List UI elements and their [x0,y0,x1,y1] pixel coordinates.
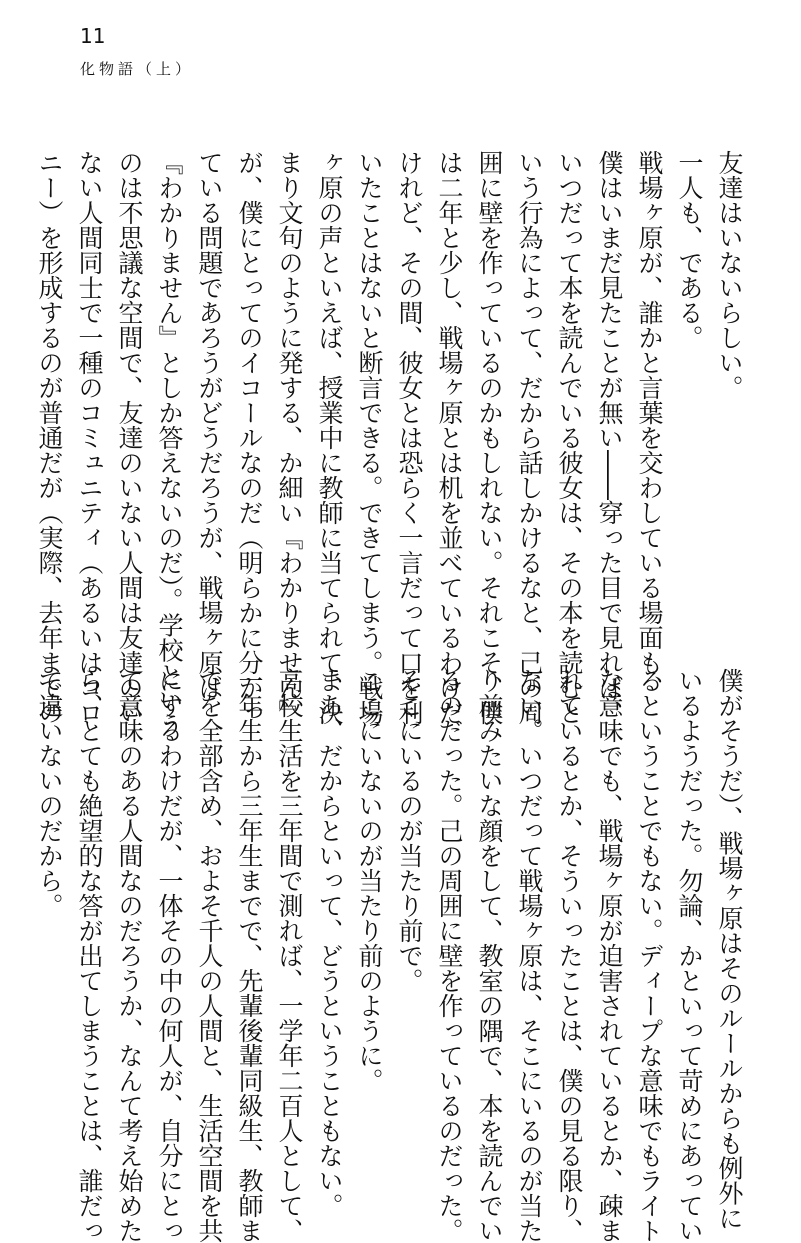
upper-text-block [29,150,749,738]
text-line: 僕がそうだ）、戦場ヶ原はそのルールからも例外に [715,668,744,1231]
text-line: 高校生活を三年間で測れば、一学年二百人として、 [275,668,304,1243]
text-line: まり文句のように発する、か細い『わかりません』 [275,150,304,725]
text-line: いたことはないと断言できる。できてしまう。戦場 [355,150,384,725]
text-line: な意味でも、戦場ヶ原が迫害されているとか、疎ま [595,668,624,1243]
text-line: いう行為によって、だから話しかけるなと、己の周 [515,150,544,725]
text-line: て違いないのだから。 [35,668,64,918]
text-line: でを全部含め、およそ千人の人間と、生活空間を共 [195,668,224,1243]
page-number: 11 [80,24,106,48]
text-line: まあ、だからといって、どうということもない。 [315,668,344,1218]
text-line: て意味のある人間なのだろうか、なんて考え始めた [115,668,144,1243]
text-line: けれど、その間、彼女とは恐らく一言だって口を利 [395,150,424,725]
text-line: 僕はいまだ見たことが無い――穿った目で見れば、 [595,150,624,725]
text-line: は二年と少し、戦場ヶ原とは机を並べているわけだ [435,150,464,725]
text-line: そこにいるのが当たり前で。 [395,668,424,993]
text-line: 『わかりません』としか答えないのだ）。学校という [155,150,184,738]
text-line: 戦場ヶ原が、誰かと言葉を交わしている場面も、 [635,150,664,700]
text-line: るということでもない。ディープな意味でもライト [635,668,664,1243]
text-line: ない。いつだって戦場ヶ原は、そこにいるのが当た [515,668,544,1243]
text-line: 一年生から三年生までで、先輩後輩同級生、教師ま [235,668,264,1243]
text-line: 友達はいないらしい。 [715,150,744,400]
text-line: ここにいないのが当たり前のように。 [355,668,384,1093]
text-line: のは不思議な空間で、友達のいない人間は友達のい [115,150,144,725]
text-line: るのだった。己の周囲に壁を作っているのだった。 [435,668,464,1243]
text-line: ら、とても絶望的な答が出てしまうことは、誰だっ [75,668,104,1243]
text-line: ている問題であろうがどうだろうが、戦場ヶ原は [195,150,224,700]
text-line: いるようだった。勿論、かといって苛めにあってい [675,668,704,1243]
text-line: にするわけだが、一体その中の何人が、自分にとっ [155,668,184,1243]
text-line: り前みたいな顔をして、教室の隅で、本を読んでい [475,668,504,1243]
text-line: 囲に壁を作っているのかもしれない。それこそ、僕 [475,150,504,725]
text-line: いつだって本を読んでいる彼女は、その本を読むと [555,150,584,725]
lower-text-block [29,668,749,1243]
text-line: ヶ原の声といえば、授業中に教師に当てられて、決 [315,150,344,725]
text-line: ない人間同士で一種のコミュニティ（あるいはコロ [75,150,104,725]
text-line: 一人も、である。 [675,150,704,350]
book-title: 化物語（上） [80,60,195,78]
text-line: が、僕にとってのイコールなのだ（明らかに分かっ [235,150,264,725]
text-line: ニー）を形成するのが普通だが（実際、去年までの [35,150,64,725]
text-line: れているとか、そういったことは、僕の見る限り、 [555,668,584,1243]
